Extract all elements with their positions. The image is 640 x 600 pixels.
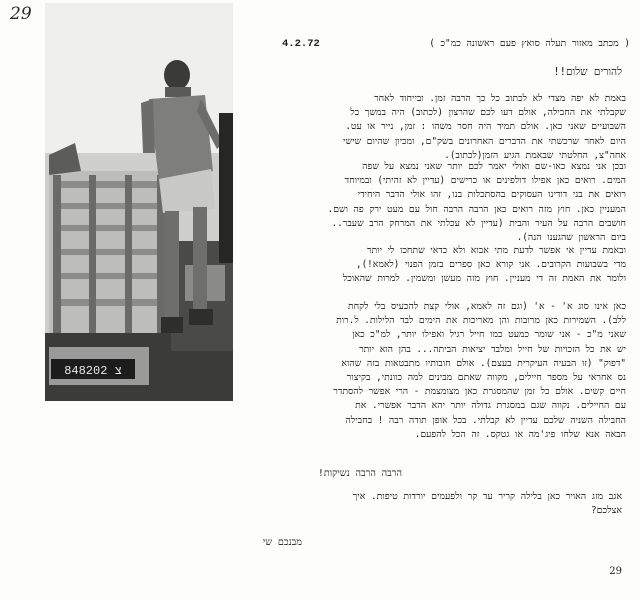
text-line: חיים קשים. אולם כל זמן שהמסגרת כאן מצומצמת - הרי אפשר להסתדר	[333, 386, 626, 398]
text-line: אצלכם?	[591, 505, 622, 516]
text-line: יש את כל הזכויות של חייל ומלבד יציאות הביתה... בהן הוא יותר	[359, 343, 626, 355]
license-plate-text: 848202 צ	[64, 364, 122, 378]
paragraph-1	[242, 92, 626, 163]
letter-signature: מבנכם שי	[262, 537, 302, 548]
letter-closing: הרבה הרבה נשיקות!	[318, 468, 402, 479]
letter-header: ( מכתב מאזור תעלה סואץ פעם ראשונה כמ"כ )	[429, 38, 630, 49]
handwritten-page-number: 29	[10, 4, 32, 24]
text-line: הבאה אנא שלחו פיג'מה או גטקס. זה הכל להפעם.	[414, 428, 626, 440]
text-line: אחה"צ, החלטתי שבאמת הגיע הזמן(לכתוב).	[444, 149, 626, 161]
text-line: אגב מזג האויר כאן בלילה קריר עד קר ולפעמים יורדות טיפות. איך	[352, 491, 622, 502]
text-line: ביום הראשון שהגענו הנה).	[516, 232, 626, 244]
text-line: עם החיילים. נקווה שגם במסגרת גדולה יותר יהא הדבר אפשרי. את	[355, 400, 626, 412]
letter-greeting: להורים שלום!!	[553, 66, 622, 78]
text-line: כאן אינו סוג א' - א' (וגם זה לאמא, אולי קצת להכעיס בלי לקחת	[347, 301, 626, 312]
postscript	[22, 490, 622, 518]
text-line: היום לאחר שרכשתי את הדברים האחרונים בשק"ם, ומכיון שהיום שישי	[343, 135, 626, 147]
text-line: ללב). השמירות כאן מרובות והן מאריכות את הימים לבד הלילות. ל.רות	[336, 315, 626, 327]
text-line: החבילה השניה שלכם עדיין לא קבלתי. בכל אופן תודה רבה ! בחבילה	[345, 414, 626, 426]
text-line: חושבים הרבה על העיר והבית (עדיין לא עכלתי את המרחק הרב שעבר..	[331, 217, 626, 229]
text-line: ובאמת עדיין אי אפשר לדעת מתי אבוא ולא כדאי שתחכו לי יותר	[366, 245, 626, 256]
text-line: "דפוק" (זו הבעיה העיקרית בעצם). אולם חובותיו מתבטאות בזה שהוא	[341, 357, 626, 369]
text-line: מדי בשבועות הקרובים. אני קורא כאן ספרים בזמן הפנוי (לאמא!),	[355, 259, 626, 271]
text-line: השבועיים שאני כאן. אולם תמיד היה חסר משהו : זמן, נייר או עט.	[345, 121, 626, 133]
text-line: ולומר את האמת זה די מעניין. חוץ מזה מעשן ומשמין. למרות שהאוכל	[342, 273, 626, 285]
paragraph-3	[242, 244, 626, 287]
text-line: המעניין כאן. חוץ מזה רואים כאן הרבה הרבה חול עם מעט ירק פה ושם.	[327, 203, 626, 215]
letter-date: 4.2.72	[282, 38, 320, 50]
text-line: באמת לא יפה מצדי לא לכתוב כל כך הרבה זמן. ובייחוד לאחר	[374, 93, 626, 104]
text-line: נס אחראי על מספר חיילים, מקווה שאתם מבינים למה כוונתי, בקיצור	[346, 372, 626, 384]
paragraph-2	[242, 160, 626, 245]
text-line: המים. רואים כאן אפילו דולפינים או כרישים (עדיין לא זהיתי) ובמיוחד	[344, 175, 626, 187]
text-line: שקבלתי את החבילה, אולם דעו לכם שהרצון (לכתוב) היה במשך כל	[350, 107, 626, 119]
paragraph-3-continued	[22, 300, 626, 442]
text-line: ובכן אני נמצא כאו-שם ואולי יאמר לכם יותר שאני נמצא על שפה	[362, 161, 626, 172]
text-line: רואים את בני דודינו העסוקים בהסתכלות בנו, זהו אולי הדבר היחידי	[357, 189, 626, 201]
page-number: 29	[609, 566, 622, 577]
text-line: שאני מ"כ - אני שומר כמעט כמו חייל רגיל ואפילו יותר, למ"כ כאן	[352, 329, 626, 341]
